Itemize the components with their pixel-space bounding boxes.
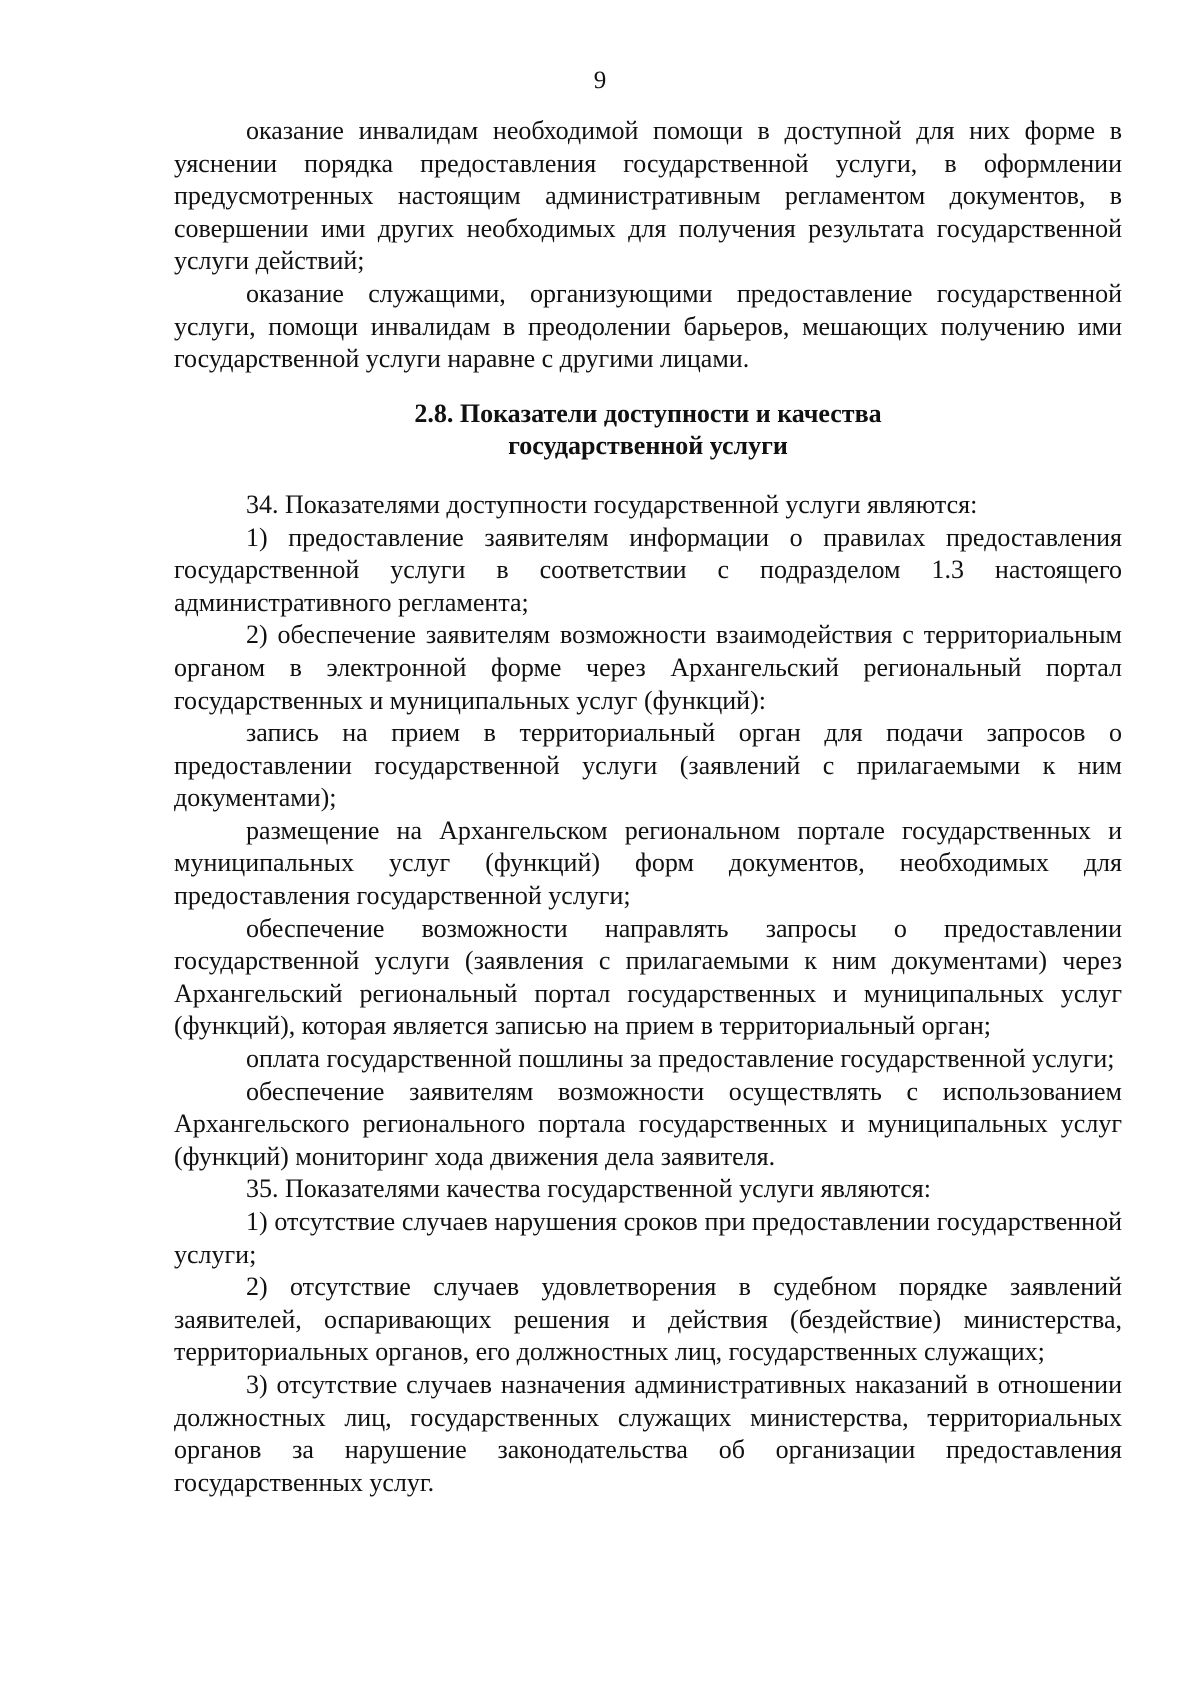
paragraph-item-34: 34. Показателями доступности государственной услуги являются:	[246, 489, 978, 519]
paragraph-fee-payment: оплата государственной пошлины за предоставление государственной услуги;	[246, 1044, 1115, 1074]
paragraph-item-35-3: 3) отсутствие случаев назначения административных наказаний в отношении должностных лиц, государственных служащих министерства, территориальных органов за нарушение законодательства об организации предоставления государственных услуг.	[174, 1369, 1122, 1497]
paragraph-barrier-assistance: оказание служащими, организующими предоставление государственной услуги, помощи инвалидам в преодолении барьеров, мешающих получению ими государственной услуги наравне с другими лицами.	[174, 278, 1122, 374]
paragraph-item-35-1: 1) отсутствие случаев нарушения сроков при предоставлении государственной услуги;	[174, 1207, 1122, 1269]
paragraph-form-placement: размещение на Архангельском региональном портале государственных и муниципальных услуг (функций) форм документов, необходимых для предоставления государственной услуги;	[174, 815, 1122, 911]
paragraph-disabled-assistance: оказание инвалидам необходимой помощи в доступной для них форме в уяснении порядка предоставления государственной услуги, в оформлении предусмотренных настоящим административным регламентом документов, в совершении ими других необходимых для получения результата государственной услуги действий;	[174, 116, 1122, 276]
paragraph-item-34-1: 1) предоставление заявителям информации о правилах предоставления государственной услуги в соответствии с подразделом 1.3 настоящего административного регламента;	[174, 522, 1122, 617]
paragraph-item-35: 35. Показателями качества государственной услуги являются:	[246, 1174, 931, 1204]
paragraph-item-34-2: 2) обеспечение заявителям возможности взаимодействия с территориальным органом в электронной форме через Архангельский региональный портал государственных и муниципальных услуг (функций):	[174, 620, 1122, 715]
section-heading-line-1: 2.8. Показатели доступности и качества	[414, 398, 882, 428]
paragraph-online-requests: обеспечение возможности направлять запросы о предоставлении государственной услуги (заявления с прилагаемыми к ним документами) через Архангельский региональный портал государственных и муниципальных услуг (функций), которая является записью на прием в территориальный орган;	[174, 913, 1122, 1041]
paragraph-appointment-booking: запись на прием в территориальный орган для подачи запросов о предоставлении государственной услуги (заявлений с прилагаемыми к ним документами);	[174, 718, 1122, 813]
section-heading-line-2: государственной услуги	[508, 431, 788, 461]
document-body	[174, 115, 1122, 1499]
section-heading	[174, 398, 1122, 463]
paragraph-item-35-2: 2) отсутствие случаев удовлетворения в судебном порядке заявлений заявителей, оспаривающих решения и действия (бездействие) министерства, территориальных органов, его должностных лиц, государственных служащих;	[174, 1272, 1122, 1367]
paragraph-case-monitoring: обеспечение заявителям возможности осуществлять с использованием Архангельского регионального портала государственных и муниципальных услуг (функций) мониторинг хода движения дела заявителя.	[174, 1076, 1122, 1171]
page-number: 9	[593, 67, 607, 94]
